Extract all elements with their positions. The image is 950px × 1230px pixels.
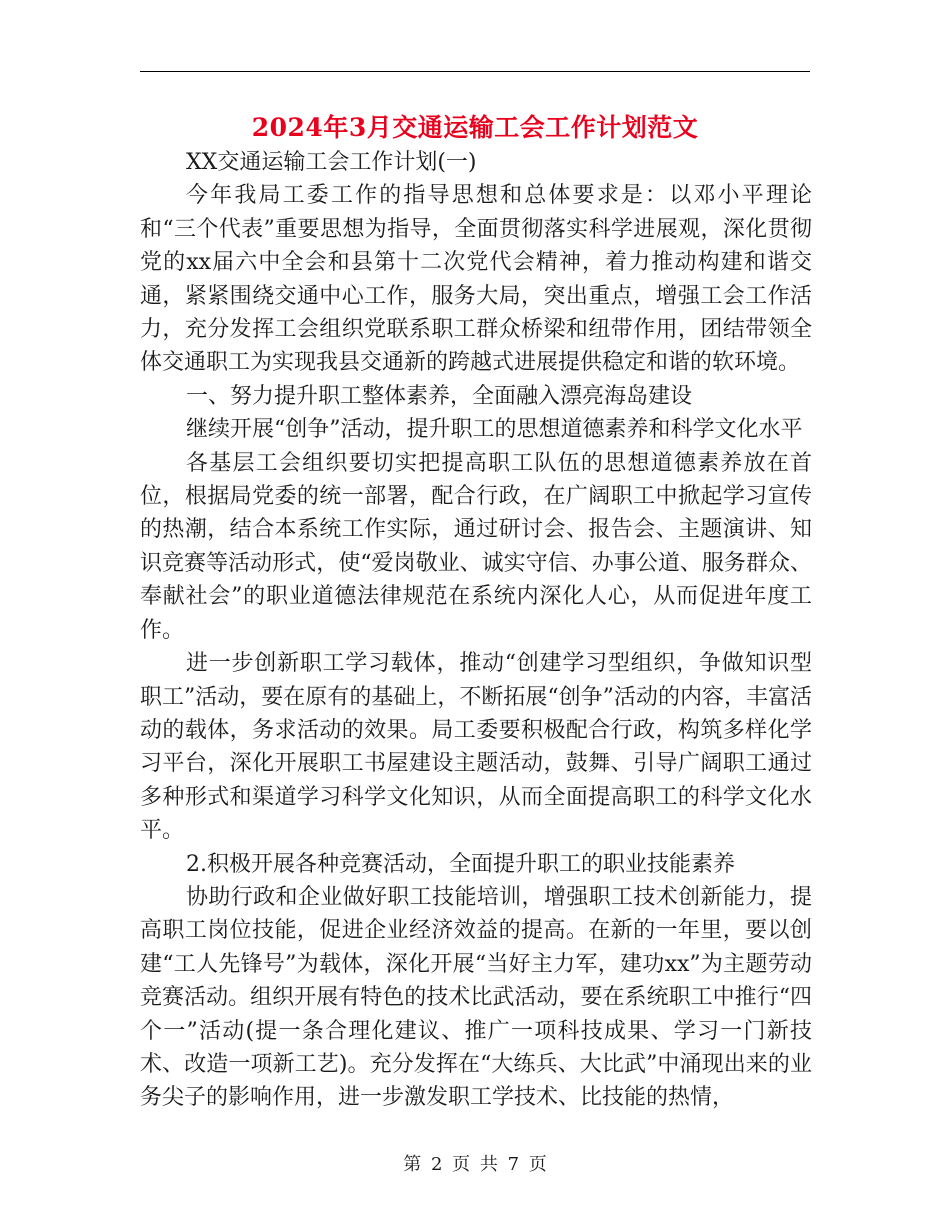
- paragraph: 协助行政和企业做好职工技能培训，增强职工技术创新能力，提高职工岗位技能，促进企业经济效益的提高。在新的一年里，要以创建“工人先锋号”为载体，深化开展“当好主力军，建功xx”为主题劳动竞赛活动。组织开展有特色的技术比武活动，要在系统职工中推行“四个一”活动(提一条合理化建议、推广一项科技成果、学习一门新技术、改造一项新工艺)。充分发挥在“大练兵、大比武”中涌现出来的业务尖子的影响作用，进一步激发职工学技术、比技能的热情，: [140, 884, 812, 1111]
- page-number: 第 2 页 共 7 页: [403, 1154, 547, 1175]
- section-heading: 一、努力提升职工整体素养，全面融入漂亮海岛建设: [186, 383, 693, 409]
- document-body: [140, 146, 812, 1115]
- document-title: 2024年3月交通运输工会工作计划范文: [251, 113, 699, 142]
- paragraph: 进一步创新职工学习载体，推动“创建学习型组织，争做知识型职工”活动，要在原有的基础上，不断拓展“创争”活动的内容，丰富活动的载体，务求活动的效果。局工委要积极配合行政，构筑多样化学习平台，深化开展职工书屋建设主题活动，鼓舞、引导广阔职工通过多种形式和渠道学习科学文化知识，从而全面提高职工的科学文化水平。: [140, 651, 812, 844]
- paragraph: 各基层工会组织要切实把提高职工队伍的思想道德素养放在首位，根据局党委的统一部署，配合行政，在广阔职工中掀起学习宣传的热潮，结合本系统工作实际，通过研讨会、报告会、主题演讲、知识竞赛等活动形式，使“爱岗敬业、诚实守信、办事公道、服务群众、奉献社会”的职业道德法律规范在系统内深化人心，从而促进年度工作。: [140, 450, 812, 643]
- paragraph: 今年我局工委工作的指导思想和总体要求是：以邓小平理论和“三个代表”重要思想为指导，全面贯彻落实科学进展观，深化贯彻党的xx届六中全会和县第十二次党代会精神，着力推动构建和谐交通，紧紧围绕交通中心工作，服务大局，突出重点，增强工会工作活力，充分发挥工会组织党联系职工群众桥梁和纽带作用，团结带领全体交通职工为实现我县交通新的跨越式进展提供稳定和谐的软环境。: [140, 183, 812, 376]
- header-rule: [140, 71, 810, 72]
- paragraph: 继续开展“创争”活动，提升职工的思想道德素养和科学文化水平: [186, 417, 803, 443]
- section-heading: 2.积极开展各种竞赛活动，全面提升职工的职业技能素养: [186, 851, 735, 877]
- paragraph-subtitle: XX交通运输工会工作计划(一): [186, 150, 477, 175]
